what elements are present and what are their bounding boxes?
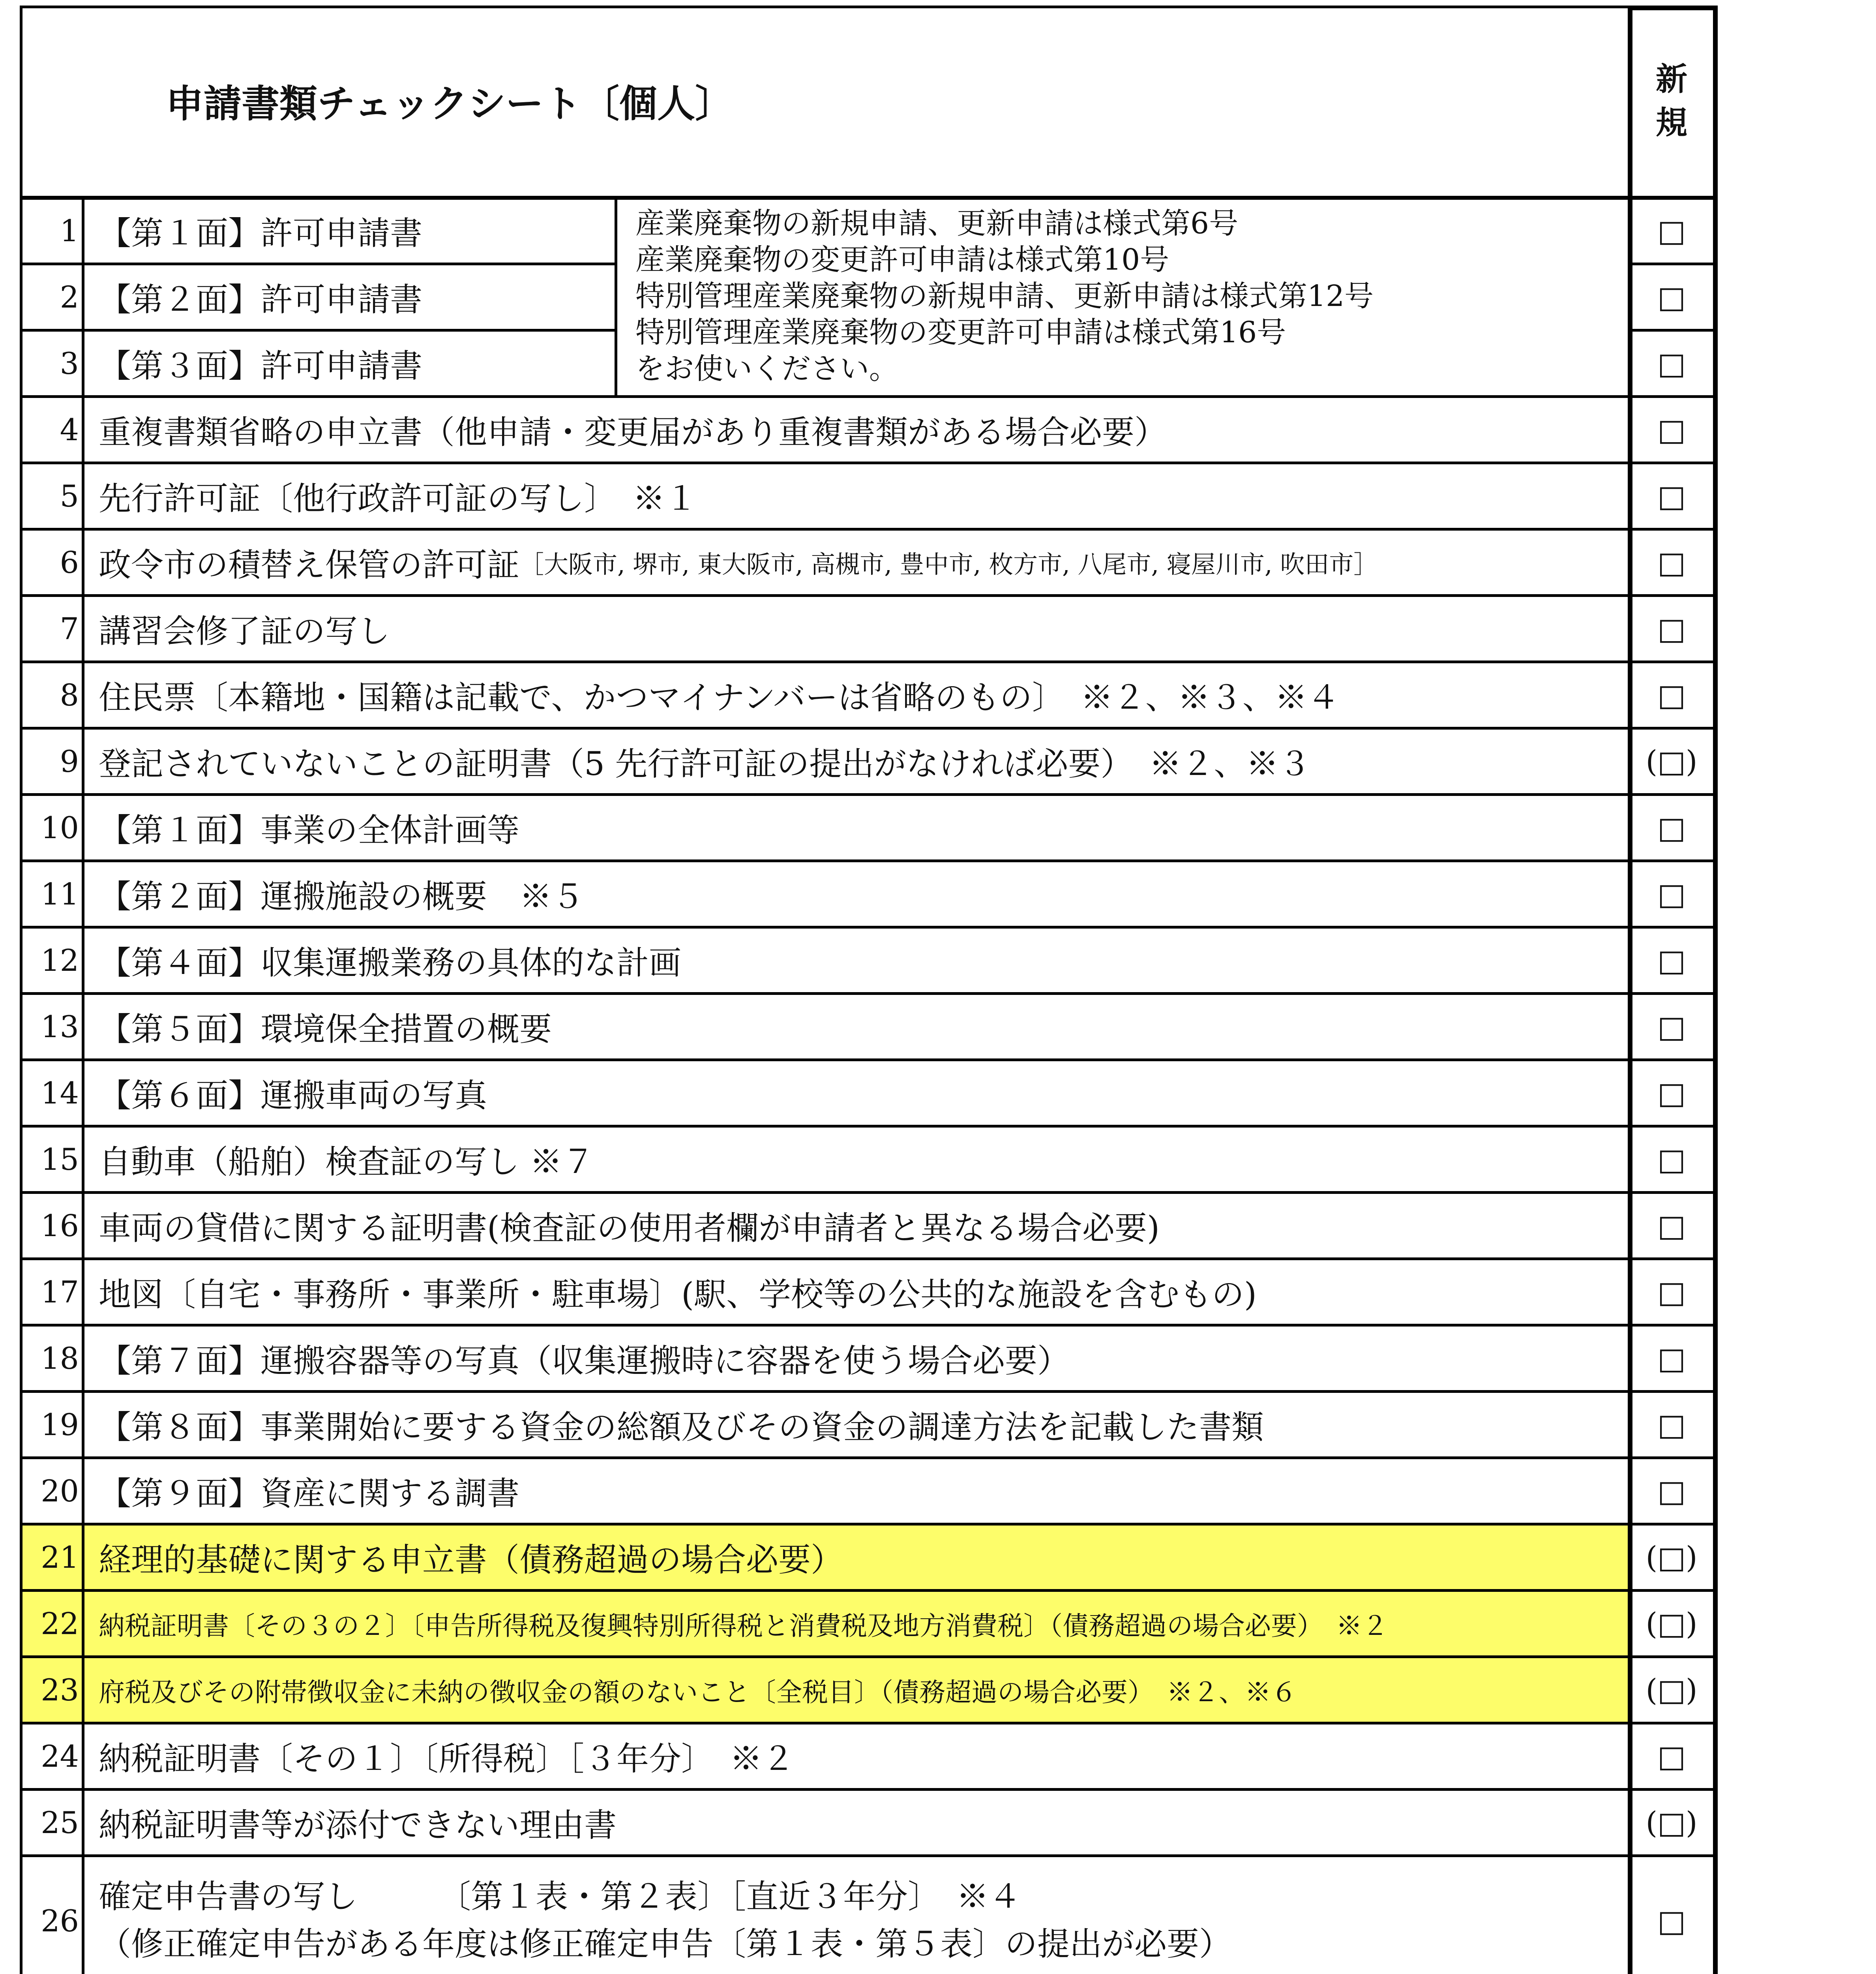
row-number: 23 bbox=[41, 1672, 79, 1708]
row-text: 【第７面】運搬容器等の写真（収集運搬時に容器を使う場合必要） bbox=[99, 1342, 1070, 1380]
grid-line-h bbox=[20, 926, 1717, 929]
checkbox[interactable]: □ bbox=[1657, 876, 1686, 912]
grid-line-h bbox=[20, 1655, 1717, 1658]
row-text-line2: （修正確定申告がある年度は修正確定申告〔第１表・第５表〕の提出が必要） bbox=[99, 1925, 1232, 1963]
grid-line-h bbox=[20, 1125, 1717, 1128]
row-text: 【第９面】資産に関する調書 bbox=[99, 1475, 520, 1512]
checkbox[interactable]: □ bbox=[1657, 1473, 1686, 1509]
row-text: 住民票〔本籍地・国籍は記載で、かつマイナンバーは省略のもの〕 ※２、※３、※４ bbox=[99, 679, 1340, 717]
grid-line-h bbox=[20, 661, 1717, 663]
checkbox[interactable]: □ bbox=[1657, 611, 1686, 646]
checkbox[interactable]: (□) bbox=[1645, 1672, 1698, 1708]
note-line: 特別管理産業廃棄物の変更許可申請は様式第16号 bbox=[635, 315, 1286, 349]
checkbox[interactable]: □ bbox=[1657, 1407, 1686, 1442]
row-text: 【第８面】事業開始に要する資金の総額及びその資金の調達方法を記載した書類 bbox=[99, 1408, 1264, 1446]
grid-line-h bbox=[20, 1191, 1717, 1194]
row-text: 登記されていないことの証明書（5 先行許可証の提出がなければ必要） ※２、※３ bbox=[99, 745, 1311, 783]
row-text: 【第６面】運搬車両の写真 bbox=[99, 1077, 487, 1115]
row-text: 先行許可証〔他行政許可証の写し〕 ※１ bbox=[99, 480, 698, 518]
row-text bbox=[83, 1856, 1630, 1974]
row-number: 17 bbox=[41, 1274, 79, 1310]
row-text bbox=[83, 529, 1630, 595]
row-number: 24 bbox=[41, 1738, 79, 1774]
row-text: 納税証明書等が添付できない理由書 bbox=[99, 1806, 617, 1844]
grid-line-h bbox=[20, 1854, 1717, 1857]
row-number: 20 bbox=[41, 1473, 79, 1509]
row-number: 6 bbox=[60, 544, 79, 580]
grid-line-h bbox=[20, 6, 1630, 8]
checkbox[interactable]: □ bbox=[1657, 1274, 1686, 1310]
row-text: 【第３面】許可申請書 bbox=[99, 347, 423, 385]
checkbox[interactable]: (□) bbox=[1645, 1539, 1698, 1575]
grid-line-v bbox=[1628, 6, 1632, 1974]
checkbox[interactable]: □ bbox=[1657, 1738, 1686, 1774]
checkbox[interactable]: □ bbox=[1657, 345, 1686, 381]
row-number: 21 bbox=[41, 1539, 79, 1575]
row-text: 納税証明書〔その１〕〔所得税〕［３年分〕 ※２ bbox=[99, 1740, 795, 1778]
grid-line-v bbox=[615, 197, 617, 396]
grid-line-h bbox=[20, 329, 616, 332]
row-number: 11 bbox=[41, 876, 79, 912]
row-number: 1 bbox=[60, 213, 79, 248]
note-line: 産業廃棄物の変更許可申請は様式第10号 bbox=[635, 243, 1169, 277]
checkbox[interactable]: (□) bbox=[1645, 1805, 1698, 1840]
row-number: 8 bbox=[60, 677, 79, 713]
row-text: 地図〔自宅・事務所・事業所・駐車場〕(駅、学校等の公共的な施設を含むもの) bbox=[99, 1276, 1257, 1313]
row-text: 【第５面】環境保全措置の概要 bbox=[99, 1010, 552, 1048]
row-text: 納税証明書〔その３の２〕〔申告所得税及復興特別所得税と消費税及地方消費税〕（債務超過の場合必要） ※２ bbox=[99, 1610, 1388, 1641]
row-text: 【第４面】収集運搬業務の具体的な計画 bbox=[99, 944, 682, 982]
grid-line-v bbox=[20, 6, 22, 1974]
grid-line-h bbox=[20, 1589, 1717, 1592]
grid-line-h bbox=[20, 1523, 1717, 1526]
grid-line-h bbox=[20, 528, 1717, 531]
checkbox[interactable]: □ bbox=[1657, 1141, 1686, 1177]
grid-line-h bbox=[1630, 329, 1713, 332]
grid-line-h bbox=[20, 1257, 1717, 1260]
grid-line-h bbox=[20, 196, 1717, 200]
checkbox[interactable]: (□) bbox=[1645, 743, 1698, 779]
grid-line-h bbox=[20, 1058, 1717, 1061]
row-number: 16 bbox=[41, 1208, 79, 1243]
row-number: 25 bbox=[41, 1805, 79, 1840]
row-text: 【第２面】許可申請書 bbox=[99, 281, 423, 319]
grid-line-h bbox=[20, 1722, 1717, 1724]
grid-line-h bbox=[1630, 6, 1717, 10]
row-text: 経理的基礎に関する申立書（債務超過の場合必要） bbox=[99, 1541, 843, 1579]
row-text: 【第１面】事業の全体計画等 bbox=[99, 811, 520, 849]
row-text: 重複書類省略の申立書（他申請・変更届があり重複書類がある場合必要） bbox=[99, 413, 1167, 451]
checkbox[interactable]: □ bbox=[1657, 412, 1686, 447]
checkbox[interactable]: □ bbox=[1657, 942, 1686, 978]
row-number: 5 bbox=[60, 478, 79, 514]
checkbox[interactable]: □ bbox=[1657, 677, 1686, 713]
checkbox[interactable]: □ bbox=[1657, 1208, 1686, 1243]
checkbox[interactable]: □ bbox=[1657, 1340, 1686, 1376]
grid-line-h bbox=[20, 859, 1717, 862]
grid-line-h bbox=[20, 1788, 1717, 1791]
grid-line-h bbox=[20, 594, 1717, 597]
checkbox[interactable]: □ bbox=[1657, 279, 1686, 315]
row-number: 4 bbox=[60, 412, 79, 447]
grid-line-v bbox=[1713, 6, 1718, 1974]
new-label-line1: 新 bbox=[1656, 60, 1687, 98]
row-text: 講習会修了証の写し bbox=[99, 612, 390, 650]
row-number: 13 bbox=[41, 1009, 79, 1044]
row-number: 9 bbox=[60, 743, 79, 779]
row-number: 10 bbox=[41, 810, 79, 845]
checkbox[interactable]: □ bbox=[1657, 478, 1686, 514]
page-title: 申請書類チェックシート〔個人〕 bbox=[166, 81, 733, 126]
grid-line-h bbox=[20, 1456, 1717, 1459]
row-text: 車両の貸借に関する証明書(検査証の使用者欄が申請者と異なる場合必要) bbox=[99, 1209, 1160, 1247]
row-number: 14 bbox=[41, 1075, 79, 1111]
row-number: 12 bbox=[41, 942, 79, 978]
row-text: 【第１面】許可申請書 bbox=[99, 214, 423, 252]
row-number: 18 bbox=[41, 1340, 79, 1376]
row-number: 26 bbox=[41, 1903, 79, 1938]
row-number: 15 bbox=[41, 1141, 79, 1177]
row-text-line1: 確定申告書の写し 〔第１表・第２表〕［直近３年分〕 ※４ bbox=[99, 1878, 1021, 1916]
checkbox[interactable]: □ bbox=[1657, 1903, 1686, 1938]
row-number: 2 bbox=[60, 279, 79, 315]
grid-line-h bbox=[20, 263, 616, 265]
checkbox[interactable]: (□) bbox=[1645, 1606, 1698, 1641]
checkbox[interactable]: □ bbox=[1657, 1009, 1686, 1044]
grid-line-h bbox=[20, 1390, 1717, 1393]
row-text: 【第２面】運搬施設の概要 ※５ bbox=[99, 878, 585, 916]
grid-line-h bbox=[1630, 263, 1713, 265]
row-text-main: 政令市の積替え保管の許可証 bbox=[99, 546, 520, 584]
row-number: 7 bbox=[60, 611, 79, 646]
grid-line-h bbox=[20, 793, 1717, 796]
row-number: 19 bbox=[41, 1407, 79, 1442]
note-line: をお使いください。 bbox=[635, 352, 898, 386]
checkbox[interactable]: □ bbox=[1657, 213, 1686, 248]
row-number: 22 bbox=[41, 1606, 79, 1641]
grid-line-h bbox=[20, 727, 1717, 730]
row-text: 自動車（船舶）検査証の写し ※７ bbox=[99, 1143, 595, 1181]
note-line: 産業廃棄物の新規申請、更新申請は様式第6号 bbox=[635, 206, 1239, 240]
row-text-cities: ［大阪市, 堺市, 東大阪市, 高槻市, 豊中市, 枚方市, 八尾市, 寝屋川市, 吹田市］ bbox=[519, 550, 1378, 579]
note-line: 特別管理産業廃棄物の新規申請、更新申請は様式第12号 bbox=[635, 279, 1374, 313]
grid-line-h bbox=[20, 1324, 1717, 1327]
row-number: 3 bbox=[60, 345, 79, 381]
grid-line-h bbox=[20, 992, 1717, 995]
checkbox[interactable]: □ bbox=[1657, 810, 1686, 845]
new-column-header bbox=[1630, 8, 1713, 193]
grid-line-v bbox=[82, 197, 84, 1974]
row-text: 府税及びその附帯徴収金に未納の徴収金の額のないこと〔全税目〕（債務超過の場合必要） ※２、※６ bbox=[99, 1677, 1297, 1708]
grid-line-h bbox=[20, 462, 1717, 464]
checkbox[interactable]: □ bbox=[1657, 1075, 1686, 1111]
grid-line-h bbox=[20, 395, 1717, 398]
new-label-line2: 規 bbox=[1656, 104, 1687, 141]
checkbox[interactable]: □ bbox=[1657, 544, 1686, 580]
